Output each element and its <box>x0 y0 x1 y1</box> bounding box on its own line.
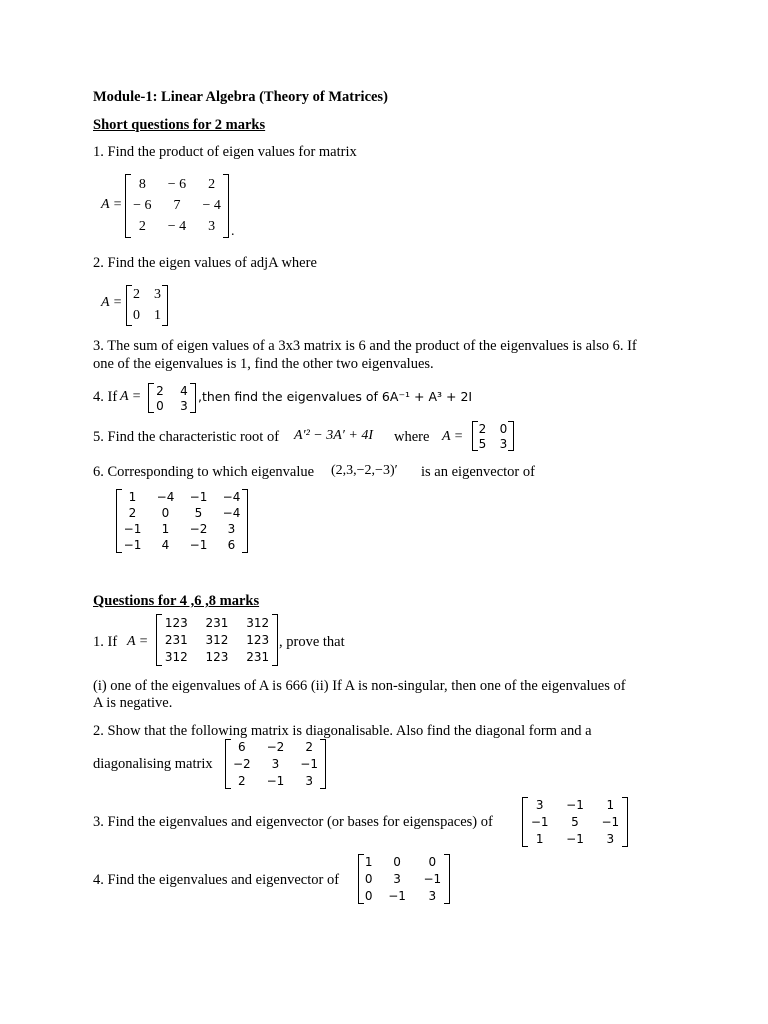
expression: A′² − 3A′ + 4I <box>294 428 373 443</box>
matrix-cell: 1 <box>364 855 373 870</box>
right-bracket <box>190 383 196 413</box>
right-bracket <box>162 285 168 326</box>
left-bracket <box>358 854 364 904</box>
matrix-cell: 5 <box>194 506 203 520</box>
matrix-cell: 312 <box>246 615 270 630</box>
matrix-cell: −1 <box>566 831 584 846</box>
matrix-cell: − 6 <box>133 197 152 213</box>
matrix-cell: 123 <box>205 650 229 665</box>
matrix <box>126 285 168 326</box>
matrix <box>116 489 248 553</box>
short-question-3-line2: one of the eigenvalues is 1, find the other two eigenvalues. <box>93 356 434 372</box>
matrix-cell: 2 <box>128 506 137 520</box>
matrix-cell: − 4 <box>167 219 187 235</box>
matrix <box>522 797 628 847</box>
matrix-cell: 123 <box>246 632 270 647</box>
matrix-cell: − 6 <box>167 176 187 192</box>
matrix-cell: 6 <box>238 740 246 755</box>
matrix-cell: 1 <box>161 522 170 536</box>
matrix-cell: −1 <box>423 871 442 886</box>
matrix-cell: 231 <box>164 632 188 647</box>
matrix-cell: 8 <box>138 176 146 192</box>
matrix-cell: 3 <box>428 888 437 903</box>
matrix-cell: −1 <box>123 522 142 536</box>
long-question-4: 4. Find the eigenvalues and eigenvector of <box>93 872 340 888</box>
short-question-3-line1: 3. The sum of eigen values of a 3x3 matrix is 6 and the product of the eigenvalues is also 6. If <box>93 338 637 354</box>
matrix <box>125 174 229 238</box>
matrix-cell: 2 <box>238 773 246 788</box>
short-question-6-prefix: 6. Corresponding to which eigenvalue <box>93 464 315 480</box>
matrix-cell: 1 <box>535 831 544 846</box>
matrix-cell: −2 <box>189 522 208 536</box>
matrix-cell: 2 <box>133 287 140 303</box>
section-heading-long: Questions for 4 ,6 ,8 marks <box>93 593 260 609</box>
matrix-cell: 2 <box>478 421 487 436</box>
matrix <box>148 383 196 413</box>
matrix-cell: 231 <box>246 650 270 665</box>
matrix-cell: 3 <box>499 436 508 451</box>
matrix <box>472 421 514 451</box>
matrix-cell: 3 <box>180 398 188 413</box>
short-question-5-prefix: 5. Find the characteristic root of <box>93 429 280 445</box>
matrix-cell: 3 <box>606 831 615 846</box>
matrix-cell: −1 <box>388 888 406 903</box>
matrix-cell: 3 <box>154 287 161 303</box>
matrix-cell: 3 <box>535 798 544 813</box>
matrix-cell: 4 <box>161 538 170 552</box>
matrix-cell: 2 <box>305 740 313 755</box>
period: . <box>231 224 235 239</box>
matrix-cell: 3 <box>208 219 216 235</box>
matrix-cell: 231 <box>205 615 229 630</box>
matrix-cell: 0 <box>364 871 373 886</box>
short-question-2: 2. Find the eigen values of adjA where <box>93 255 317 271</box>
left-bracket <box>156 614 162 666</box>
matrix-cell: 312 <box>164 650 188 665</box>
right-bracket <box>272 614 278 666</box>
short-question-5-where: where <box>394 429 430 445</box>
long-question-2-line1: 2. Show that the following matrix is diagonalisable. Also find the diagonal form and a <box>93 723 592 739</box>
matrix-cell: 1 <box>128 490 137 504</box>
long-question-1-line1: (i) one of the eigenvalues of A is 666 (ii) If A is non-singular, then one of the eigenvalues of <box>93 678 626 694</box>
matrix-cell: 3 <box>393 871 401 886</box>
long-question-1-line2: A is negative. <box>93 695 173 711</box>
short-question-4-prefix: 4. If <box>93 389 118 405</box>
matrix-cell: 2 <box>138 219 146 235</box>
right-bracket <box>242 489 248 553</box>
matrix-cell: −1 <box>266 773 285 788</box>
left-bracket <box>126 285 132 326</box>
matrix-cell: 0 <box>428 855 437 870</box>
left-bracket <box>148 383 154 413</box>
matrix-cell: −1 <box>601 814 620 829</box>
matrix-label: A = <box>101 295 123 310</box>
matrix-cell: −1 <box>530 814 549 829</box>
matrix-cell: − 4 <box>202 197 221 213</box>
matrix-cell: 6 <box>227 538 236 552</box>
matrix-cell: −1 <box>566 798 584 813</box>
left-bracket <box>522 797 528 847</box>
matrix-label: A = <box>127 634 149 649</box>
matrix-label: A = <box>101 197 123 212</box>
matrix-cell: −2 <box>266 740 285 755</box>
left-bracket <box>472 421 478 451</box>
right-bracket <box>223 174 229 238</box>
right-bracket <box>320 739 326 789</box>
matrix-cell: 312 <box>205 632 229 647</box>
right-bracket <box>622 797 628 847</box>
left-bracket <box>116 489 122 553</box>
vector: (2,3,−2,−3)′ <box>331 463 398 478</box>
matrix-cell: 7 <box>173 197 181 213</box>
long-question-1-suffix: , prove that <box>279 634 345 650</box>
matrix-cell: 0 <box>393 855 401 870</box>
matrix <box>156 614 278 666</box>
matrix-cell: 2 <box>156 383 164 398</box>
matrix <box>358 854 450 904</box>
matrix-cell: 3 <box>227 522 236 536</box>
long-question-1-prefix: 1. If <box>93 634 118 650</box>
matrix-cell: 123 <box>164 615 188 630</box>
left-bracket <box>125 174 131 238</box>
matrix-cell: 1 <box>606 798 615 813</box>
long-question-2-line2: diagonalising matrix <box>93 756 213 772</box>
matrix-cell: 5 <box>478 436 487 451</box>
matrix-cell: −1 <box>189 538 208 552</box>
matrix-cell: 0 <box>133 307 140 323</box>
matrix-label: A = <box>442 429 464 444</box>
matrix-cell: 3 <box>305 773 313 788</box>
right-bracket <box>508 421 514 451</box>
matrix-cell: −4 <box>222 506 241 520</box>
left-bracket <box>225 739 231 789</box>
matrix-cell: 4 <box>180 383 188 398</box>
matrix <box>225 739 326 789</box>
matrix-cell: 5 <box>571 814 579 829</box>
long-question-3: 3. Find the eigenvalues and eigenvector (or bases for eigenspaces) of <box>93 814 493 830</box>
section-heading-short: Short questions for 2 marks <box>93 117 266 133</box>
short-question-1: 1. Find the product of eigen values for matrix <box>93 144 357 160</box>
matrix-cell: 0 <box>364 888 373 903</box>
matrix-cell: −4 <box>156 490 175 504</box>
right-bracket <box>444 854 450 904</box>
short-question-4-suffix: ,then find the eigenvalues of 6A⁻¹ + A³ + 2I <box>198 389 473 404</box>
matrix-cell: −2 <box>232 756 251 771</box>
matrix-cell: 2 <box>208 176 216 192</box>
matrix-cell: 1 <box>154 307 161 323</box>
matrix-cell: −4 <box>222 490 241 504</box>
matrix-cell: 0 <box>161 506 170 520</box>
matrix-cell: −1 <box>123 538 142 552</box>
matrix-cell: 0 <box>499 421 508 436</box>
matrix-cell: 3 <box>271 756 280 771</box>
short-question-6-suffix: is an eigenvector of <box>421 464 535 480</box>
matrix-cell: −1 <box>189 490 208 504</box>
matrix-cell: −1 <box>300 756 318 771</box>
page-title: Module-1: Linear Algebra (Theory of Matrices) <box>93 89 388 105</box>
matrix-cell: 0 <box>156 398 164 413</box>
matrix-label: A = <box>120 389 142 404</box>
